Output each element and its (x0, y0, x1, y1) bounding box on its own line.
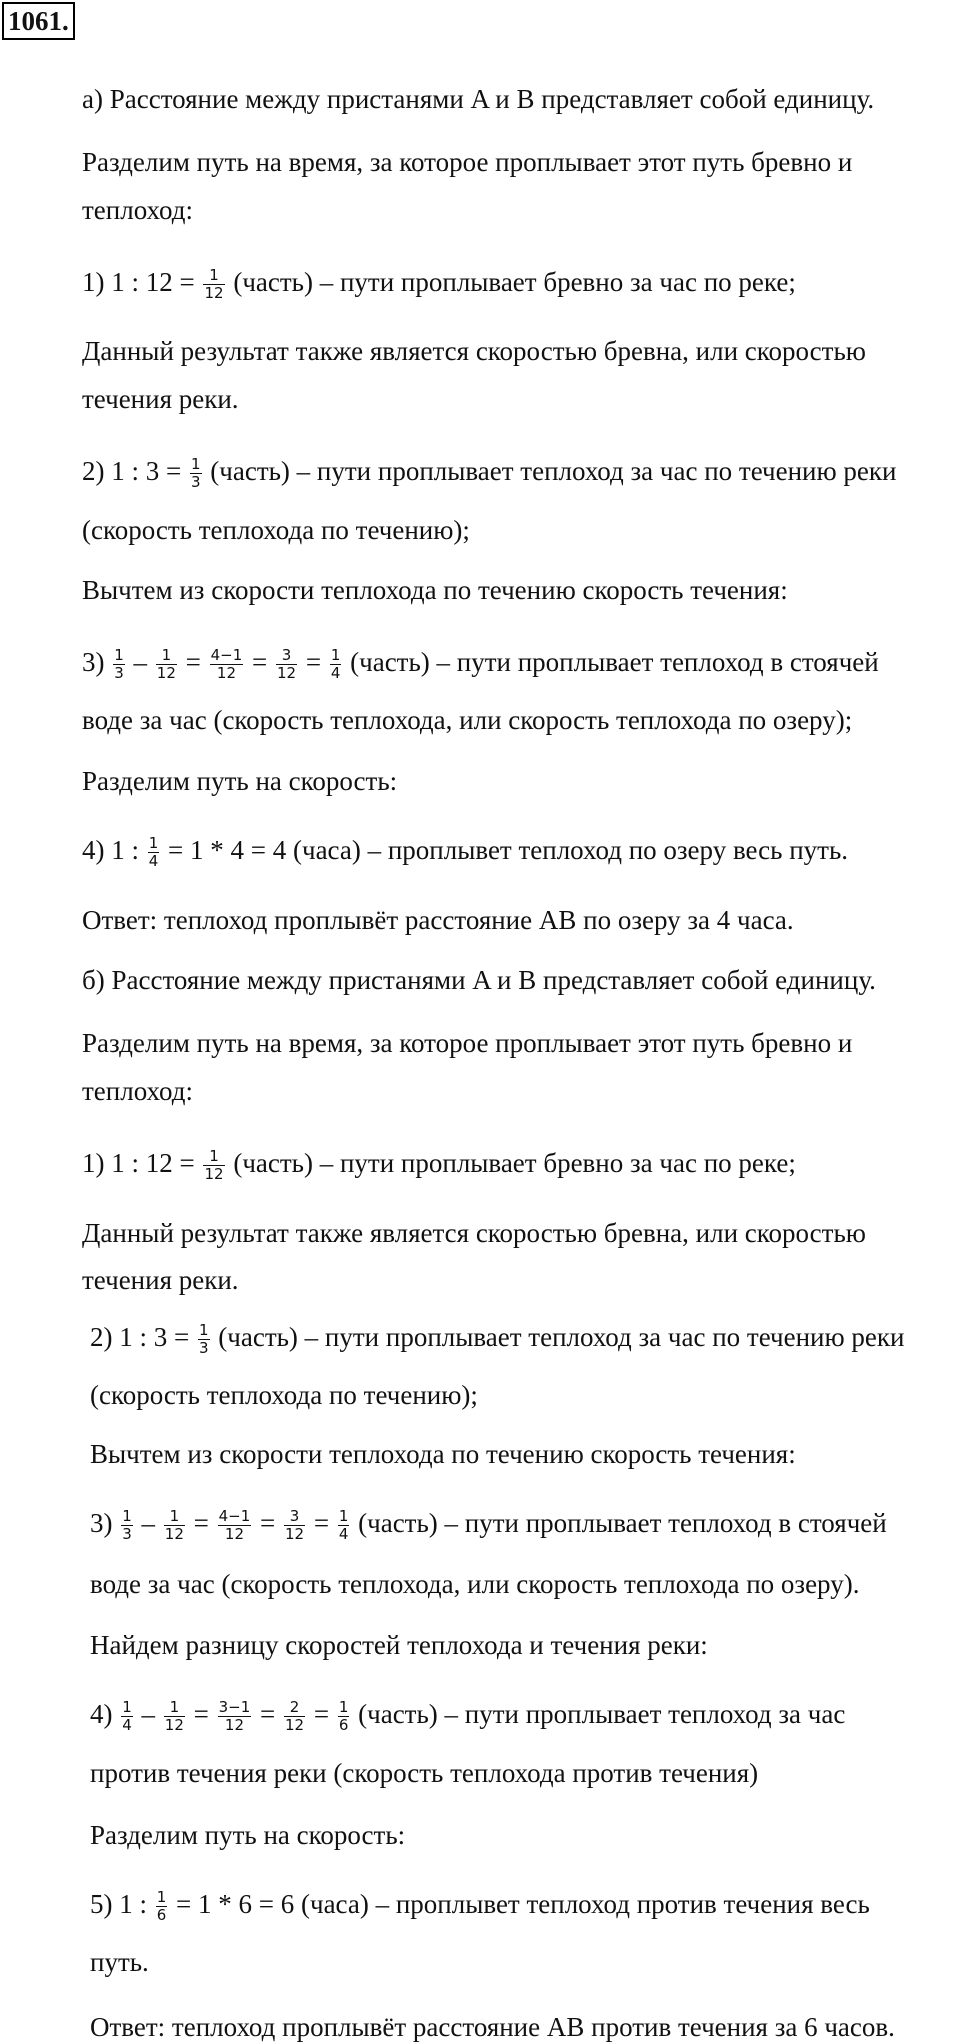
frac-den: 12 (164, 1525, 184, 1544)
frac-num: 1 (338, 1507, 349, 1526)
operator: = (185, 647, 201, 677)
part-b-step4-cont: против течения реки (скорость теплохода против течения) (90, 1758, 759, 1788)
part-b-step1 (82, 1146, 954, 1183)
frac-den: 6 (156, 1906, 167, 1925)
step-text: 3) (90, 1508, 113, 1538)
fraction (338, 1699, 350, 1734)
step-text: 1) 1 : 12 = (82, 1148, 195, 1178)
operator: – (141, 1699, 156, 1729)
fraction (121, 1699, 133, 1734)
fraction (284, 1508, 305, 1543)
step-text: 5) 1 : (90, 1889, 147, 1919)
frac-num: 1 (338, 1698, 349, 1717)
part-a-answer: Ответ: теплоход проплывёт расстояние АВ по озеру за 4 часа. (82, 905, 794, 935)
step-text: (часть) – пути проплывает теплоход за час (358, 1699, 846, 1729)
part-b-step5-cont: путь. (90, 1947, 149, 1977)
operator: – (133, 647, 148, 677)
fraction (330, 647, 342, 682)
frac-num: 1 (122, 1507, 132, 1526)
frac-num: 4−1 (210, 646, 243, 665)
step-text: (часть) – пути проплывает бревно за час по реке; (233, 267, 796, 297)
frac-den: 12 (224, 1525, 244, 1544)
fraction (148, 835, 160, 870)
fraction (203, 267, 224, 302)
step-text: = 1 * 6 = 6 (часа) – проплывет теплоход против течения весь (176, 1889, 870, 1919)
fraction (218, 1699, 252, 1734)
problem-number: 1061. (2, 2, 75, 40)
frac-den: 12 (285, 1525, 305, 1544)
part-b-divide-note: Разделим путь на скорость: (90, 1820, 406, 1850)
frac-den: 4 (122, 1716, 132, 1735)
part-b-step5 (90, 1887, 954, 1924)
part-b-subtract-note: Вычтем из скорости теплохода по течению скорость течения: (90, 1439, 796, 1469)
fraction (284, 1699, 305, 1734)
step-text: = 1 * 4 = 4 (часа) – проплывет теплоход по озеру весь путь. (168, 835, 849, 865)
frac-num: 1 (156, 1888, 167, 1907)
part-a-step2-cont: (скорость теплохода по течению); (82, 515, 470, 545)
step-text: 3) (82, 647, 105, 677)
frac-num: 3 (284, 1508, 305, 1526)
fraction (190, 456, 202, 491)
frac-num: 4−1 (218, 1507, 251, 1526)
part-a-intro: а) Расстояние между пристанями A и B представляет собой единицу. (82, 84, 875, 114)
step-text: 4) (90, 1699, 113, 1729)
frac-den: 12 (156, 664, 176, 683)
part-b-step3-cont: воде за час (скорость теплохода, или скорость теплохода по озеру). (90, 1569, 860, 1599)
frac-den: 3 (190, 473, 201, 492)
frac-num: 3 (276, 647, 297, 665)
part-b-difference-note: Найдем разницу скоростей теплохода и течения реки: (90, 1630, 708, 1660)
part-a-step3 (82, 645, 954, 682)
part-a-step3-cont: воде за час (скорость теплохода, или скорость теплохода по озеру); (82, 705, 853, 735)
part-b-method-line1: Разделим путь на время, за которое проплывает этот путь бревно и (82, 1028, 853, 1058)
fraction (210, 647, 244, 682)
frac-num: 1 (203, 1148, 224, 1166)
operator: – (141, 1508, 156, 1538)
operator: = (260, 1508, 276, 1538)
frac-den: 12 (224, 1716, 244, 1735)
frac-num: 1 (122, 1698, 132, 1717)
part-a-step4 (82, 833, 954, 870)
frac-den: 12 (164, 1716, 184, 1735)
step-text: 2) 1 : 3 = (90, 1322, 190, 1352)
frac-den: 12 (277, 664, 297, 683)
step-text: 4) 1 : (82, 835, 139, 865)
frac-num: 1 (203, 267, 224, 285)
operator: = (193, 1508, 209, 1538)
part-b-step3 (90, 1506, 954, 1543)
frac-den: 4 (338, 1525, 349, 1544)
fraction (164, 1508, 185, 1543)
operator: = (305, 647, 322, 677)
frac-num: 1 (156, 647, 177, 665)
fraction (121, 1508, 133, 1543)
frac-num: 1 (198, 1321, 209, 1340)
frac-den: 12 (216, 664, 236, 683)
frac-den: 6 (338, 1716, 349, 1735)
frac-den: 3 (114, 664, 124, 683)
fraction (198, 1322, 210, 1357)
step-text: (часть) – пути проплывает теплоход в стоячей (350, 647, 879, 677)
fraction (203, 1148, 224, 1183)
frac-num: 3−1 (218, 1698, 251, 1717)
operator: = (260, 1699, 276, 1729)
operator: = (313, 1699, 330, 1729)
operator: = (252, 647, 268, 677)
frac-num: 1 (190, 455, 201, 474)
frac-num: 1 (164, 1508, 185, 1526)
operator: = (313, 1508, 330, 1538)
frac-num: 2 (284, 1699, 305, 1717)
step-text: (часть) – пути проплывает бревно за час по реке; (233, 1148, 796, 1178)
step-text: (часть) – пути проплывает теплоход в стоячей (358, 1508, 887, 1538)
part-a-step2 (82, 454, 954, 491)
frac-den: 4 (148, 852, 159, 871)
fraction (156, 1889, 168, 1924)
fraction (164, 1699, 185, 1734)
part-b-step2 (90, 1320, 954, 1357)
frac-num: 1 (148, 834, 159, 853)
fraction (218, 1508, 252, 1543)
frac-num: 1 (164, 1699, 185, 1717)
frac-num: 1 (330, 646, 341, 665)
step-text: 2) 1 : 3 = (82, 456, 182, 486)
step-text: (часть) – пути проплывает теплоход за час по течению реки (218, 1322, 905, 1352)
frac-den: 4 (330, 664, 341, 683)
part-a-subtract-note: Вычтем из скорости теплохода по течению скорость течения: (82, 575, 788, 605)
part-a-method-line2: теплоход: (82, 195, 193, 225)
part-a-note-line1: Данный результат также является скоростью бревна, или скоростью (82, 336, 866, 366)
fraction (276, 647, 297, 682)
part-b-step2-cont: (скорость теплохода по течению); (90, 1380, 478, 1410)
part-b-note-line2: течения реки. (82, 1265, 239, 1295)
frac-den: 3 (122, 1525, 132, 1544)
part-b-step4 (90, 1697, 954, 1734)
part-b-answer: Ответ: теплоход проплывёт расстояние АВ против течения за 6 часов. (90, 2012, 895, 2042)
part-a-note-line2: течения реки. (82, 384, 239, 414)
part-a-divide-note: Разделим путь на скорость: (82, 766, 398, 796)
frac-den: 12 (285, 1716, 305, 1735)
part-a-step1 (82, 265, 954, 302)
fraction (338, 1508, 350, 1543)
part-b-method-line2: теплоход: (82, 1076, 193, 1106)
frac-den: 12 (204, 1165, 224, 1184)
operator: = (193, 1699, 209, 1729)
step-text: 1) 1 : 12 = (82, 267, 195, 297)
frac-den: 12 (204, 284, 224, 303)
part-a-method-line1: Разделим путь на время, за которое проплывает этот путь бревно и (82, 147, 853, 177)
step-text: (часть) – пути проплывает теплоход за час по течению реки (210, 456, 897, 486)
fraction (156, 647, 177, 682)
frac-num: 1 (114, 646, 124, 665)
frac-den: 3 (198, 1339, 209, 1358)
fraction (113, 647, 125, 682)
part-b-intro: б) Расстояние между пристанями A и B представляет собой единицу. (82, 965, 876, 995)
part-b-note-line1: Данный результат также является скоростью бревна, или скоростью (82, 1218, 866, 1248)
